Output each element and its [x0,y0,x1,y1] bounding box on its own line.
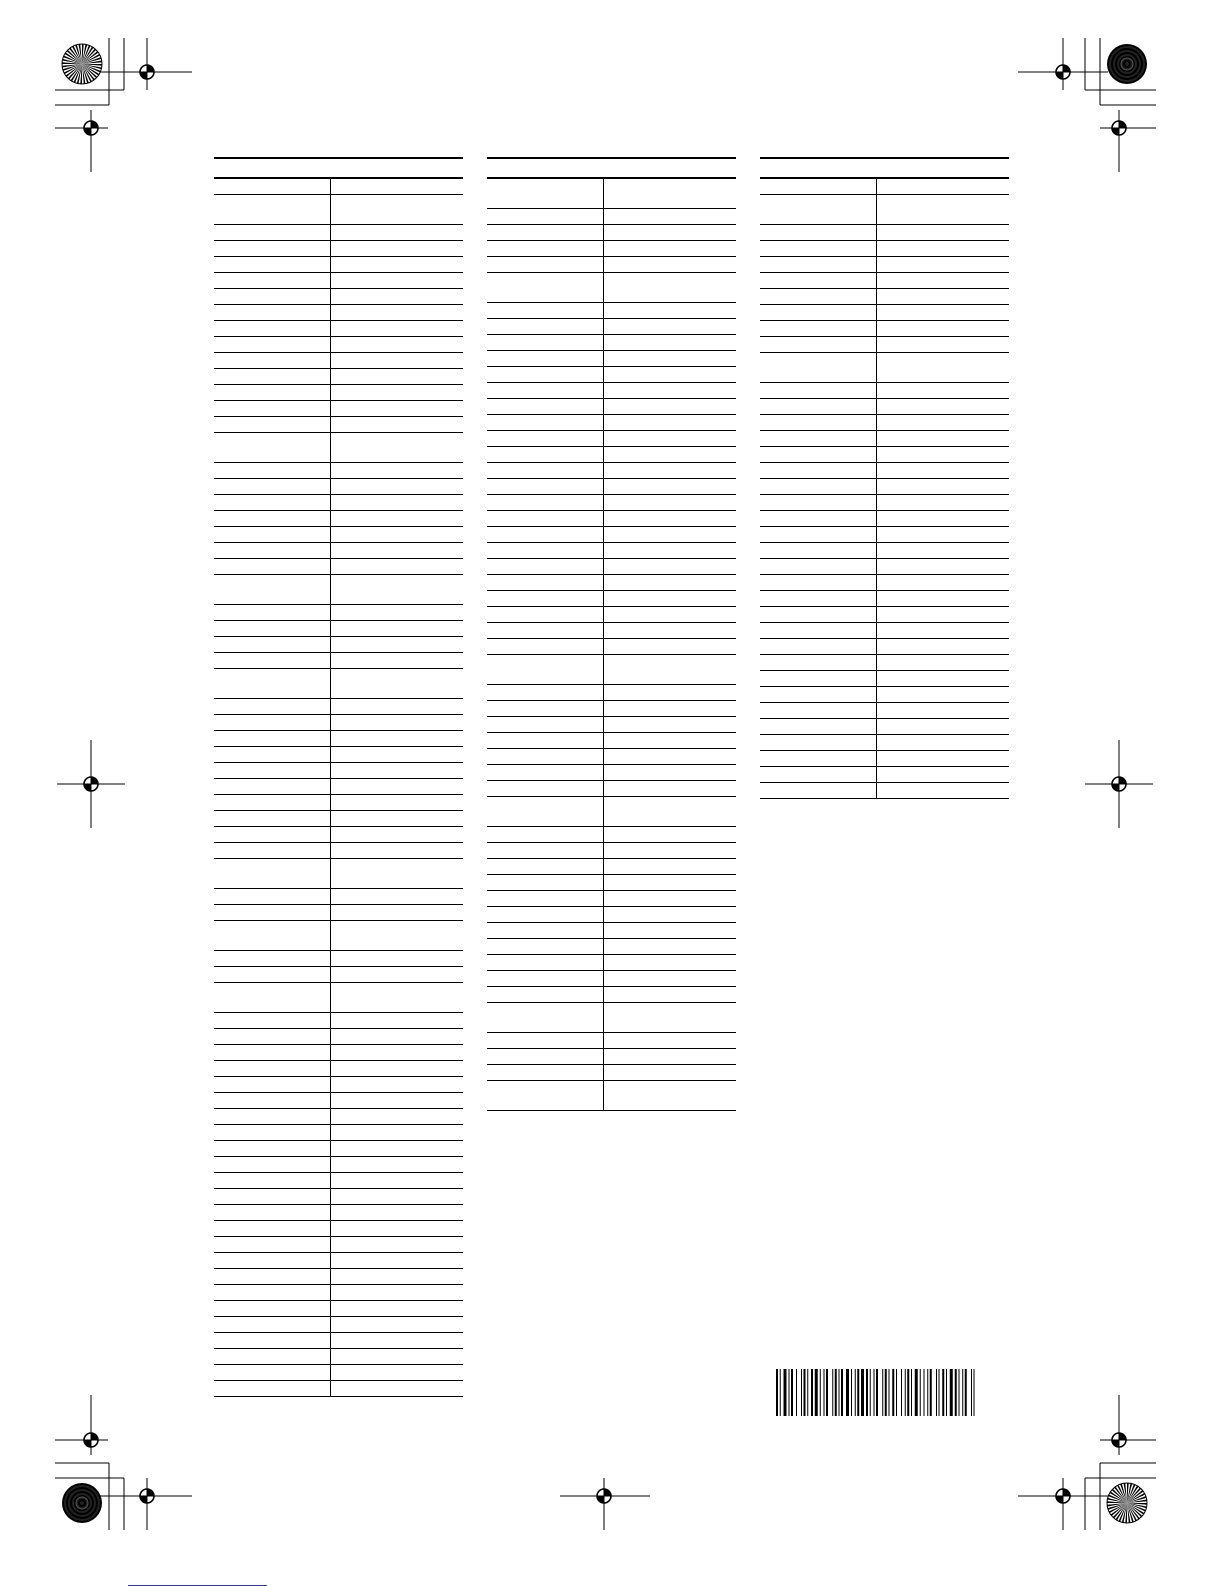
table-row [487,955,736,971]
table-row [487,463,736,479]
table-row [487,607,736,623]
table-row [214,1301,463,1317]
table-row [760,575,1009,591]
table-row [487,733,736,749]
table-row [487,875,736,891]
table-row [214,921,463,951]
table-row [214,889,463,905]
table-row [487,1081,736,1111]
table-row [214,1253,463,1269]
table-row [214,1141,463,1157]
table-row [214,731,463,747]
table-row [487,241,736,257]
table-row [760,671,1009,687]
table-row [214,827,463,843]
table-row [760,623,1009,639]
table-row [214,1093,463,1109]
table-row [214,1333,463,1349]
concentric-target-icon [1107,44,1147,84]
table-row [214,605,463,621]
table-row [487,399,736,415]
table-row [487,527,736,543]
table-row [487,781,736,797]
table-row [487,623,736,639]
table-row [214,195,463,225]
table-row [214,527,463,543]
table-row [214,779,463,795]
table-row [760,415,1009,431]
table-row [760,543,1009,559]
table-row [487,843,736,859]
table-row [760,399,1009,415]
table-row [214,1205,463,1221]
table-row [487,701,736,717]
table-row [214,511,463,527]
table-row [214,967,463,983]
table-row [760,195,1009,225]
table-row [214,417,463,433]
table-row [760,321,1009,337]
table-row [214,637,463,653]
table-row [214,905,463,921]
table-row [760,225,1009,241]
table-row [214,1349,463,1365]
table-row [487,179,736,209]
table-row [214,353,463,369]
table-row [214,1125,463,1141]
table-row [214,699,463,715]
table-row [214,715,463,731]
table-3-rows [760,177,1009,799]
table-row [214,1381,463,1397]
table-row [487,859,736,875]
table-row [760,273,1009,289]
table-row [760,767,1009,783]
table-row [487,225,736,241]
table-row [214,1077,463,1093]
table-row [214,479,463,495]
table-row [760,383,1009,399]
table-row [760,703,1009,719]
table-row [487,939,736,955]
table-row [214,1221,463,1237]
table-row [487,765,736,781]
table-row [214,1061,463,1077]
table-row [760,511,1009,527]
table-row [760,353,1009,383]
code-table-2 [487,157,736,1111]
table-row [214,795,463,811]
table-row [487,447,736,463]
table-row [760,305,1009,321]
table-row [214,1269,463,1285]
table-row [487,559,736,575]
table-row [214,543,463,559]
table-row [214,559,463,575]
table-1-rows [214,177,463,1397]
table-row [760,447,1009,463]
table-row [760,257,1009,273]
table-row [214,385,463,401]
table-row [214,951,463,967]
table-row [214,257,463,273]
table-row [487,257,736,273]
table-row [214,1365,463,1381]
table-2-rows [487,177,736,1111]
table-row [487,415,736,431]
table-row [214,811,463,827]
table-row [760,179,1009,195]
table-row [487,1003,736,1033]
table-row [487,351,736,367]
table-row [214,225,463,241]
table-row [487,685,736,701]
table-row [760,591,1009,607]
table-row [487,923,736,939]
table-row [487,575,736,591]
table-row [487,273,736,303]
table-row [487,591,736,607]
table-row [214,747,463,763]
table-row [214,653,463,669]
table-row [760,495,1009,511]
table-row [214,463,463,479]
table-row [214,1285,463,1301]
table-row [487,335,736,351]
table-row [214,859,463,889]
footer-link[interactable] [128,1569,267,1586]
table-row [487,797,736,827]
table-row [214,1109,463,1125]
table-row [214,369,463,385]
code-table-1 [214,157,463,1397]
table-row [760,751,1009,767]
table-row [487,827,736,843]
barcode [776,1369,1042,1416]
table-row [487,971,736,987]
table-row [487,511,736,527]
star-target-icon [1107,1483,1147,1523]
table-row [487,907,736,923]
table-row [760,687,1009,703]
table-row [214,1013,463,1029]
table-row [214,669,463,699]
table-row [760,431,1009,447]
table-row [214,1237,463,1253]
table-row [214,843,463,859]
table-row [487,479,736,495]
table-row [760,463,1009,479]
table-row [760,607,1009,623]
concentric-target-icon [62,1483,102,1523]
table-row [214,179,463,195]
table-row [487,495,736,511]
table-row [487,639,736,655]
table-row [214,1157,463,1173]
table-row [487,1033,736,1049]
table-row [487,303,736,319]
table-row [487,543,736,559]
table-row [214,1029,463,1045]
table-row [487,655,736,685]
table-row [487,319,736,335]
table-row [760,655,1009,671]
table-row [214,621,463,637]
table-row [214,1045,463,1061]
table-row [760,241,1009,257]
table-row [214,1173,463,1189]
table-row [487,987,736,1003]
star-target-icon [62,44,102,84]
table-row [487,891,736,907]
table-row [214,1317,463,1333]
table-row [487,431,736,447]
table-row [487,1065,736,1081]
table-row [214,289,463,305]
table-row [214,337,463,353]
table-row [214,305,463,321]
code-table-3 [760,157,1009,799]
table-row [487,383,736,399]
table-row [760,527,1009,543]
table-row [214,763,463,779]
table-row [760,479,1009,495]
table-row [214,575,463,605]
table-row [214,1189,463,1205]
table-row [487,1049,736,1065]
table-row [487,717,736,733]
table-row [214,241,463,257]
table-row [214,433,463,463]
table-row [214,273,463,289]
table-row [760,639,1009,655]
table-row [487,209,736,225]
table-row [487,367,736,383]
table-row [760,289,1009,305]
table-row [760,559,1009,575]
table-row [214,401,463,417]
table-row [760,337,1009,353]
table-row [214,321,463,337]
table-row [214,495,463,511]
table-row [760,735,1009,751]
table-row [760,783,1009,799]
table-row [487,749,736,765]
table-row [760,719,1009,735]
table-row [214,983,463,1013]
